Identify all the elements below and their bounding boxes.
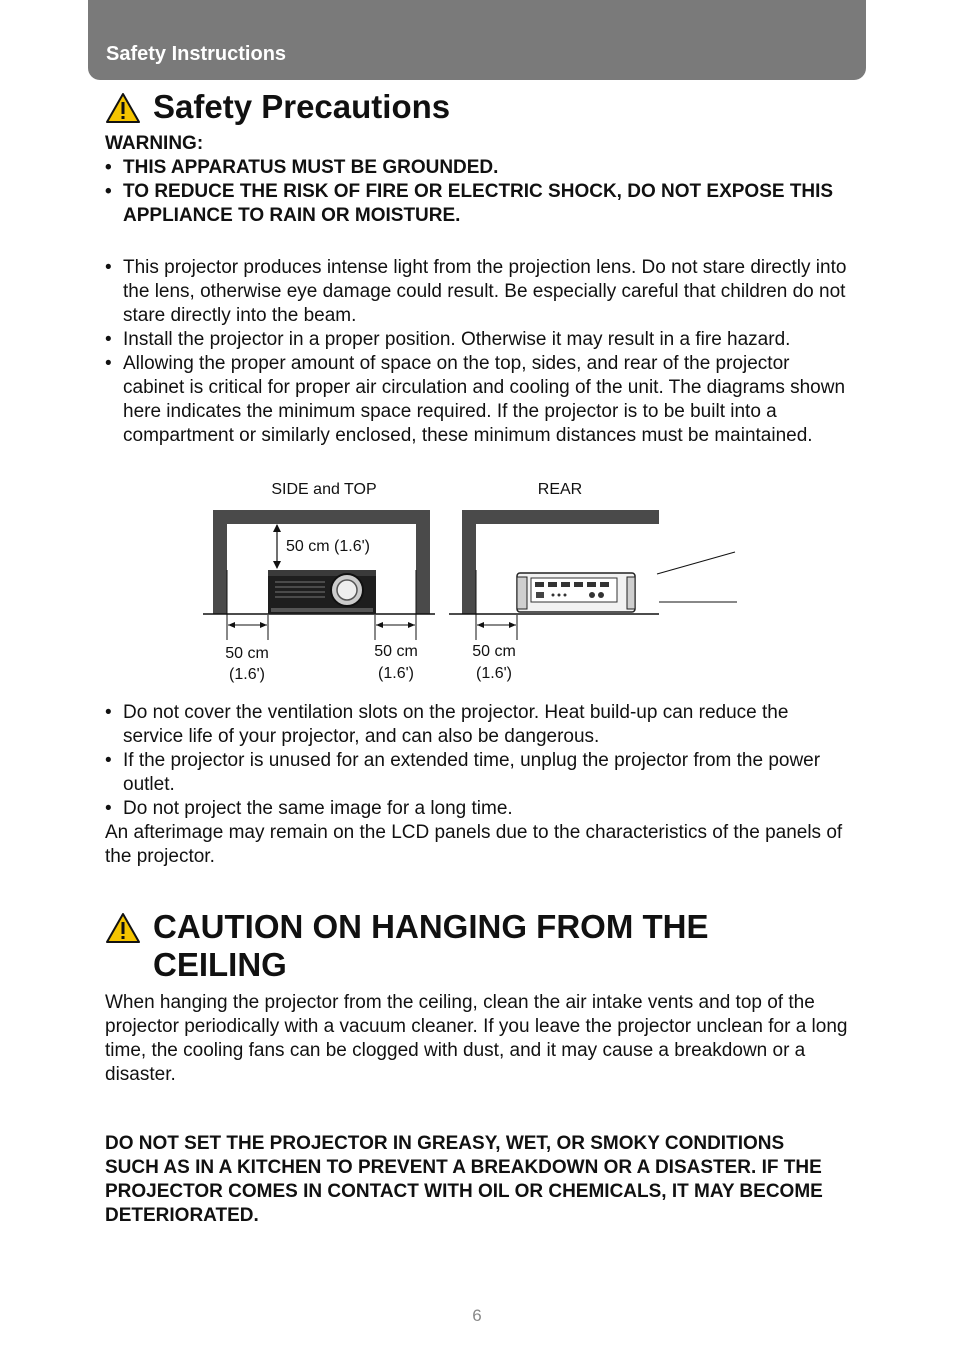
- warning-triangle-icon: [105, 92, 141, 124]
- top-gap-label: 50 cm (1.6'): [286, 538, 370, 555]
- right-gap-label: (1.6'): [378, 665, 414, 682]
- right-gap-label: 50 cm: [374, 643, 418, 660]
- warning-label: WARNING:: [105, 133, 204, 154]
- list-item-text: This projector produces intense light from the projection lens. Do not stare directly into the lens, otherwise eye damage could result. Be especially careful that children do not stare directly into the beam.: [123, 257, 847, 326]
- page-number: 6: [472, 1306, 482, 1325]
- left-gap-label: 50 cm: [225, 645, 269, 662]
- section-title-line: CEILING: [153, 946, 287, 983]
- list-item: [105, 701, 850, 749]
- section-header-title: Safety Instructions: [106, 43, 287, 65]
- list-item-text: Do not project the same image for a long time.: [123, 798, 513, 819]
- bullet-dot: •: [105, 353, 112, 374]
- rear-label: REAR: [537, 481, 583, 498]
- right-clearance-marker: [375, 570, 416, 640]
- warning-bullet-text: THIS APPARATUS MUST BE GROUNDED.: [123, 157, 499, 178]
- list-item-text: Install the projector in a proper position. Otherwise it may result in a fire hazard.: [123, 329, 791, 350]
- section-title: Safety Precautions: [153, 88, 451, 125]
- header-bar: [88, 0, 866, 80]
- projector-rear-image: [517, 573, 635, 612]
- list-item: [105, 352, 850, 448]
- bullet-dot: •: [105, 157, 112, 178]
- rear-gap-label: 50 cm: [472, 643, 516, 660]
- section-title-line: CAUTION ON HANGING FROM THE: [153, 908, 709, 945]
- list-item-text: If the projector is unused for an extended time, unplug the projector from the power outlet.: [123, 750, 821, 795]
- list-item: [105, 328, 850, 352]
- precaution-list: [105, 256, 850, 448]
- warning-bullet: [105, 180, 850, 228]
- list-item: [105, 256, 850, 328]
- warning-bullet: [105, 156, 850, 180]
- warning-bullet-text: TO REDUCE THE RISK OF FIRE OR ELECTRIC SHOCK, DO NOT EXPOSE THIS APPLIANCE TO RAIN OR MOISTURE.: [123, 181, 834, 226]
- bullet-dot: •: [105, 702, 112, 723]
- side-top-label: SIDE and TOP: [271, 481, 377, 498]
- afterimage-note: An afterimage may remain on the LCD panels due to the characteristics of the panels of the projector.: [105, 822, 843, 867]
- clearance-diagram: [195, 470, 755, 695]
- safety-precautions-heading: [105, 88, 450, 126]
- bullet-dot: •: [105, 750, 112, 771]
- projector-front-image: [268, 570, 376, 614]
- bullet-dot: •: [105, 181, 112, 202]
- precaution-list-2: [105, 701, 850, 869]
- warning-triangle-icon: [105, 912, 141, 944]
- list-item: [105, 749, 850, 797]
- rear-gap-label: (1.6'): [476, 665, 512, 682]
- bullet-dot: •: [105, 329, 112, 350]
- environment-warning: DO NOT SET THE PROJECTOR IN GREASY, WET, OR SMOKY CONDITIONS SUCH AS IN A KITCHEN TO PREVENT A BREAKDOWN OR A DISASTER. IF THE PROJECTOR COMES IN CONTACT WITH OIL OR CHEMICALS, IT MAY BECOME DETERIORATED.: [105, 1133, 823, 1226]
- rear-clearance-marker: [476, 570, 517, 640]
- bullet-dot: •: [105, 798, 112, 819]
- list-item-text: Do not cover the ventilation slots on the projector. Heat build-up can reduce the service life of your projector, and can also be dangerous.: [123, 702, 789, 747]
- ceiling-caution-heading: [105, 908, 708, 984]
- bullet-dot: •: [105, 257, 112, 278]
- list-item-text: Allowing the proper amount of space on the top, sides, and rear of the projector cabinet is critical for proper air circulation and cooling of the unit. The diagrams shown here indicates the minimum space required. If the projector is to be built into a compartment or similarly enclosed, these minimum distances must be maintained.: [123, 353, 846, 446]
- left-clearance-marker: [227, 570, 268, 640]
- list-item: [105, 797, 850, 821]
- ceiling-paragraph: When hanging the projector from the ceiling, clean the air intake vents and top of the projector periodically with a vacuum cleaner. If you leave the projector unclean for a long time, the cooling fans can be clogged with dust, and it may cause a breakdown or a disaster.: [105, 992, 848, 1085]
- top-clearance-marker: [273, 524, 281, 569]
- warning-block: [105, 132, 850, 228]
- left-gap-label: (1.6'): [229, 666, 265, 683]
